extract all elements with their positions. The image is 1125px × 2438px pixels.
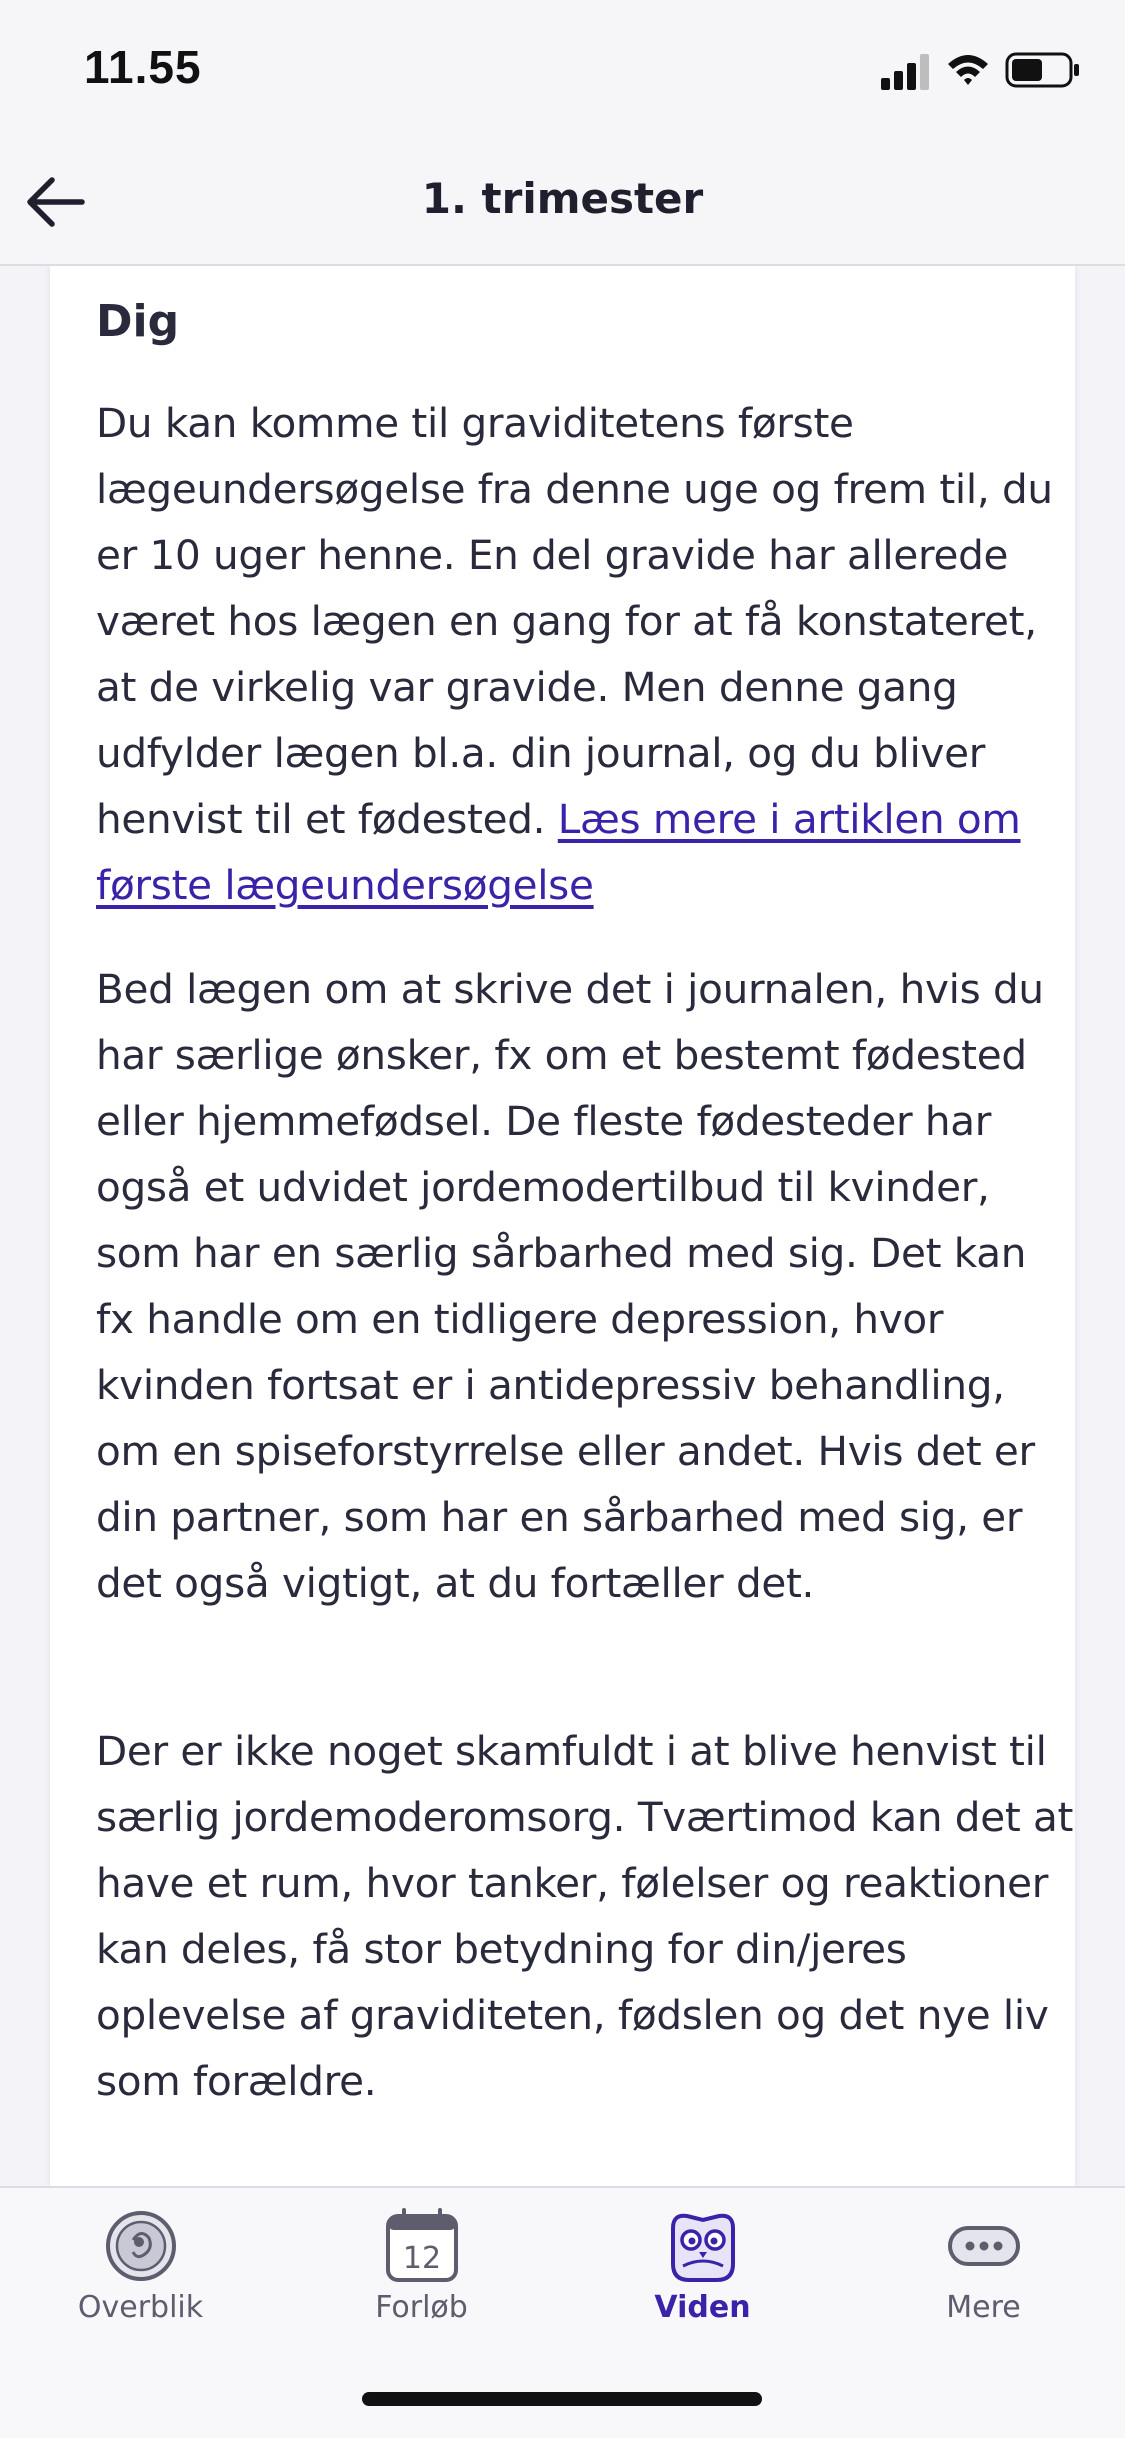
more-dots-icon [946,2208,1022,2284]
status-bar [0,0,1125,140]
cellular-signal-icon [881,52,933,92]
article-paragraph-3: Der er ikke noget skamfuldt i at blive henvist til særlig jordemoderomsorg. Tværtimod kan det at have et rum, hvor tanker, følelser og reaktioner kan deles, få stor betydning for din/jeres oplevelse af graviditeten, fødslen og det nye liv som forældre. [96,1727,1074,2105]
status-time: 11.55 [84,41,202,93]
tab-mere[interactable] [843,2208,1124,2358]
battery-icon [1005,50,1081,90]
article-paragraph-2: Bed lægen om at skrive det i journalen, hvis du har særlige ønsker, fx om et bestemt fødested eller hjemmefødsel. De fleste fødesteder har også et udvidet jordemodertilbud til kvinder, som har en særlig sårbarhed med sig. Det kan fx handle om en tidligere depression, hvor kvinden fortsat er i antidepressiv behandling, om en spiseforstyrrelse eller andet. Hvis det er din partner, som har en sårbarhed med sig, er det også vigtigt, at du fortæller det. [96,965,1044,1607]
status-icons [881,48,1081,92]
tab-label: Overblik [77,2290,204,2325]
article-paragraph-1 [96,390,1076,918]
owl-icon [665,2208,741,2284]
tab-label: Mere [946,2290,1021,2325]
wifi-icon [945,50,991,90]
tab-forlob[interactable] [281,2208,562,2358]
paragraph-text: Du kan komme til graviditetens første lægeundersøgelse fra denne uge og frem til, du er 10 uger henne. En del gravide har allerede været hos lægen en gang for at få konstateret, at de virkelig var gravide. Men denne gang udfylder lægen bl.a. din journal, og du bliver henvist til et fødested. [96,399,1053,843]
baby-globe-icon [103,2208,179,2284]
first-exam-article-link[interactable]: Læs mere i artiklen om første lægeundersøgelse [96,795,1021,909]
section-heading: Dig [96,296,180,347]
navigation-bar [0,140,1125,266]
tab-overblik[interactable] [0,2208,281,2358]
tab-label: Forløb [375,2290,468,2325]
home-indicator[interactable] [362,2392,762,2406]
calendar-day: 12 [402,2241,441,2276]
page-title: 1. trimester [421,174,704,223]
tab-viden[interactable] [562,2208,843,2358]
article-card [50,266,1075,2186]
calendar-icon [384,2208,460,2284]
tab-label: Viden [654,2290,751,2325]
article-scroll-area[interactable] [0,266,1125,2186]
